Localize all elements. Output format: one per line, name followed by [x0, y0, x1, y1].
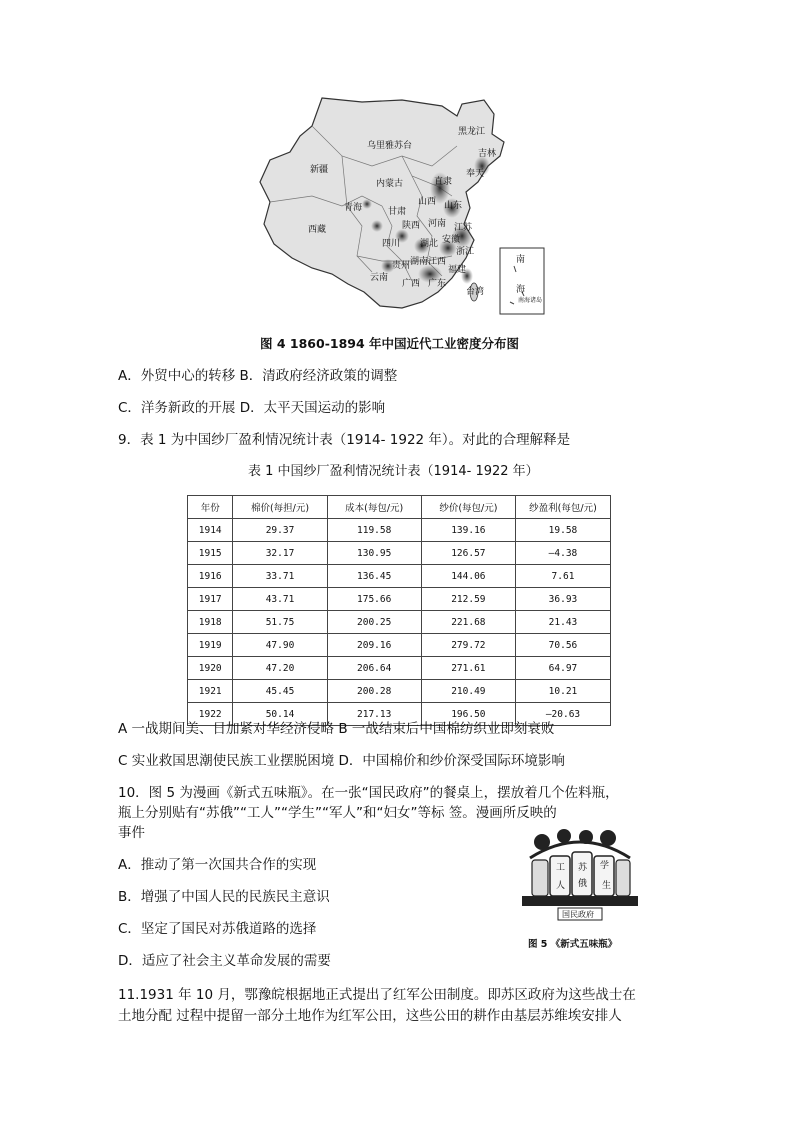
cotton-mill-profit-table: [187, 495, 611, 726]
cartoon-caption: 图 5 《新式五味瓶》: [528, 939, 618, 950]
table-cell: 29.37: [233, 519, 327, 542]
table-cell: 1917: [188, 588, 233, 611]
cartoon-graphic: [520, 828, 640, 930]
table-cell: 196.50: [421, 703, 515, 726]
q9-stem: 9．表 1 为中国纱厂盈利情况统计表（1914- 1922 年）。对此的合理解释是: [118, 432, 571, 448]
jar-label-gong: 工: [556, 863, 566, 873]
table-cell: —20.63: [515, 703, 610, 726]
q11-line2: 土地分配 过程中提留一部分土地作为红军公田，这些公田的耕作由基层苏维埃安排人: [118, 1008, 622, 1024]
table-cell: 200.25: [327, 611, 421, 634]
table-header-row: [188, 496, 611, 519]
table-cell: 130.95: [327, 542, 421, 565]
map-label-qinghai: 青海: [344, 203, 363, 213]
map-label-taiwan: 台湾: [466, 287, 485, 297]
map-label-zhejiang: 浙江: [456, 247, 475, 257]
table-cell: 279.72: [421, 634, 515, 657]
table-cell: 43.71: [233, 588, 327, 611]
map-label-xinjiang: 新疆: [310, 165, 329, 175]
table-row: [188, 542, 611, 565]
table-cell: 1920: [188, 657, 233, 680]
q8-options-cd: C．洋务新政的开展 D．太平天国运动的影响: [118, 400, 386, 416]
table-cell: 21.43: [515, 611, 610, 634]
table-cell: —4.38: [515, 542, 610, 565]
table-cell: 136.45: [327, 565, 421, 588]
table-cell: 1918: [188, 611, 233, 634]
jar-label-ren: 人: [556, 881, 566, 891]
table-header-cell: 年份: [188, 496, 233, 519]
q10-stem-line1: 10．图 5 为漫画《新式五味瓶》。在一张“国民政府”的餐桌上，摆放着几个佐料瓶，: [118, 785, 619, 801]
map-label-fujian: 福建: [448, 265, 467, 275]
table-cell: 33.71: [233, 565, 327, 588]
q10-option-b: B．增强了中国人民的民族民主意识: [118, 889, 330, 905]
map-label-shanxi: 山西: [418, 197, 437, 207]
table-cell: 200.28: [327, 680, 421, 703]
table-row: [188, 680, 611, 703]
table-cell: 217.13: [327, 703, 421, 726]
table-cell: 126.57: [421, 542, 515, 565]
map-label-gansu: 甘肃: [388, 207, 407, 217]
table-row: [188, 565, 611, 588]
table-cell: 50.14: [233, 703, 327, 726]
table-cell: 206.64: [327, 657, 421, 680]
table-cell: 19.58: [515, 519, 610, 542]
table-cell: 51.75: [233, 611, 327, 634]
table-cell: 47.90: [233, 634, 327, 657]
table-cell: 1921: [188, 680, 233, 703]
map-label-neimenggu: 内蒙古: [376, 179, 404, 189]
map-label-henan: 河南: [428, 219, 447, 229]
q10-option-a: A．推动了第一次国共合作的实现: [118, 857, 317, 873]
map-label-guangxi: 广西: [402, 279, 421, 289]
map-label-shaanxi: 陕西: [402, 221, 421, 231]
map-label-anhui: 安徽: [442, 235, 461, 245]
map-label-xizang: 西藏: [308, 225, 327, 235]
table-row: [188, 657, 611, 680]
map-label-yunnan: 云南: [370, 273, 389, 283]
table-cell: 64.97: [515, 657, 610, 680]
map-label-nanhai-zhudao: 南海诸岛: [518, 297, 543, 304]
jar-label-e: 俄: [578, 879, 588, 889]
table-cell: 139.16: [421, 519, 515, 542]
table-header-cell: 成本(每包/元): [327, 496, 421, 519]
table-cell: 209.16: [327, 634, 421, 657]
table-cell: 210.49: [421, 680, 515, 703]
table-cell: 10.21: [515, 680, 610, 703]
map-label-jiangsu: 江苏: [454, 223, 473, 233]
map-label-hubei: 湖北: [420, 239, 439, 249]
q9-options-ab: A 一战期间美、日加紧对华经济侵略 B 一战结束后中国棉纺织业即刻衰败: [118, 721, 555, 737]
table-row: [188, 634, 611, 657]
table-cell: 144.06: [421, 565, 515, 588]
table-cell: 70.56: [515, 634, 610, 657]
table-cell: 1922: [188, 703, 233, 726]
jar-label-sheng: 生: [602, 881, 612, 891]
q10-option-d: D．适应了社会主义革命发展的需要: [118, 953, 331, 969]
q10-stem-line2: 瓶上分别贴有“苏俄”“工人”“学生”“军人”和“妇女”等标 签。漫画所反映的: [118, 805, 557, 821]
map-label-heilongjiang: 黑龙江: [458, 127, 486, 137]
table-cell: 1919: [188, 634, 233, 657]
map-caption: 图 4 1860-1894 年中国近代工业密度分布图: [260, 336, 520, 351]
q10-option-c: C．坚定了国民对苏俄道路的选择: [118, 921, 317, 937]
table-cell: 1914: [188, 519, 233, 542]
q8-options-ab: A．外贸中心的转移 B．清政府经济政策的调整: [118, 368, 398, 384]
map-label-guangdong: 广东: [428, 279, 447, 289]
table-row: [188, 519, 611, 542]
map-label-jilin: 吉林: [478, 149, 497, 159]
table-header-cell: 纱盈利(每包/元): [515, 496, 610, 519]
q9-options-cd: C 实业救国思潮使民族工业摆脱困境 D．中国棉价和纱价深受国际环境影响: [118, 753, 565, 769]
q11-line1: 11.1931 年 10 月，鄂豫皖根据地正式提出了红军公田制度。即苏区政府为这些战士在: [118, 987, 636, 1003]
map-label-zhili: 直隶: [434, 177, 453, 187]
map-label-guizhou: 贵州: [392, 261, 411, 271]
q10-stem-line3: 事件: [118, 825, 145, 841]
china-map-graphic: [252, 96, 552, 318]
map-label-fengtian: 奉天: [466, 169, 485, 179]
table-row: [188, 588, 611, 611]
map-label-shandong: 山东: [444, 201, 463, 211]
table-cell: 47.20: [233, 657, 327, 680]
table-cell: 36.93: [515, 588, 610, 611]
table-cell: 32.17: [233, 542, 327, 565]
table-header-cell: 纱价(每包/元): [421, 496, 515, 519]
table-cell: 1915: [188, 542, 233, 565]
table-cell: 7.61: [515, 565, 610, 588]
table-cell: 221.68: [421, 611, 515, 634]
table-row: [188, 611, 611, 634]
table-cell: 212.59: [421, 588, 515, 611]
map-label-nan: 南: [516, 255, 526, 265]
table-cell: 271.61: [421, 657, 515, 680]
map-label-sichuan: 四川: [382, 239, 401, 249]
map-label-hunan: 湖南: [410, 257, 429, 267]
cartoon-figure: [520, 828, 640, 930]
map-label-jiangxi: 江西: [428, 257, 447, 267]
table-cell: 119.58: [327, 519, 421, 542]
table-title: 表 1 中国纱厂盈利情况统计表（1914- 1922 年）: [248, 464, 539, 479]
jar-label-xue: 学: [600, 861, 610, 871]
map-label-uliastai: 乌里雅苏台: [367, 141, 413, 151]
table-cell: 45.45: [233, 680, 327, 703]
jar-label-su: 苏: [578, 863, 588, 873]
map-label-hai: 海: [516, 285, 526, 295]
table-header-cell: 棉价(每担/元): [233, 496, 327, 519]
industry-density-map: [252, 96, 552, 318]
cartoon-table-label: 国民政府: [562, 910, 594, 919]
table-cell: 1916: [188, 565, 233, 588]
table-cell: 175.66: [327, 588, 421, 611]
